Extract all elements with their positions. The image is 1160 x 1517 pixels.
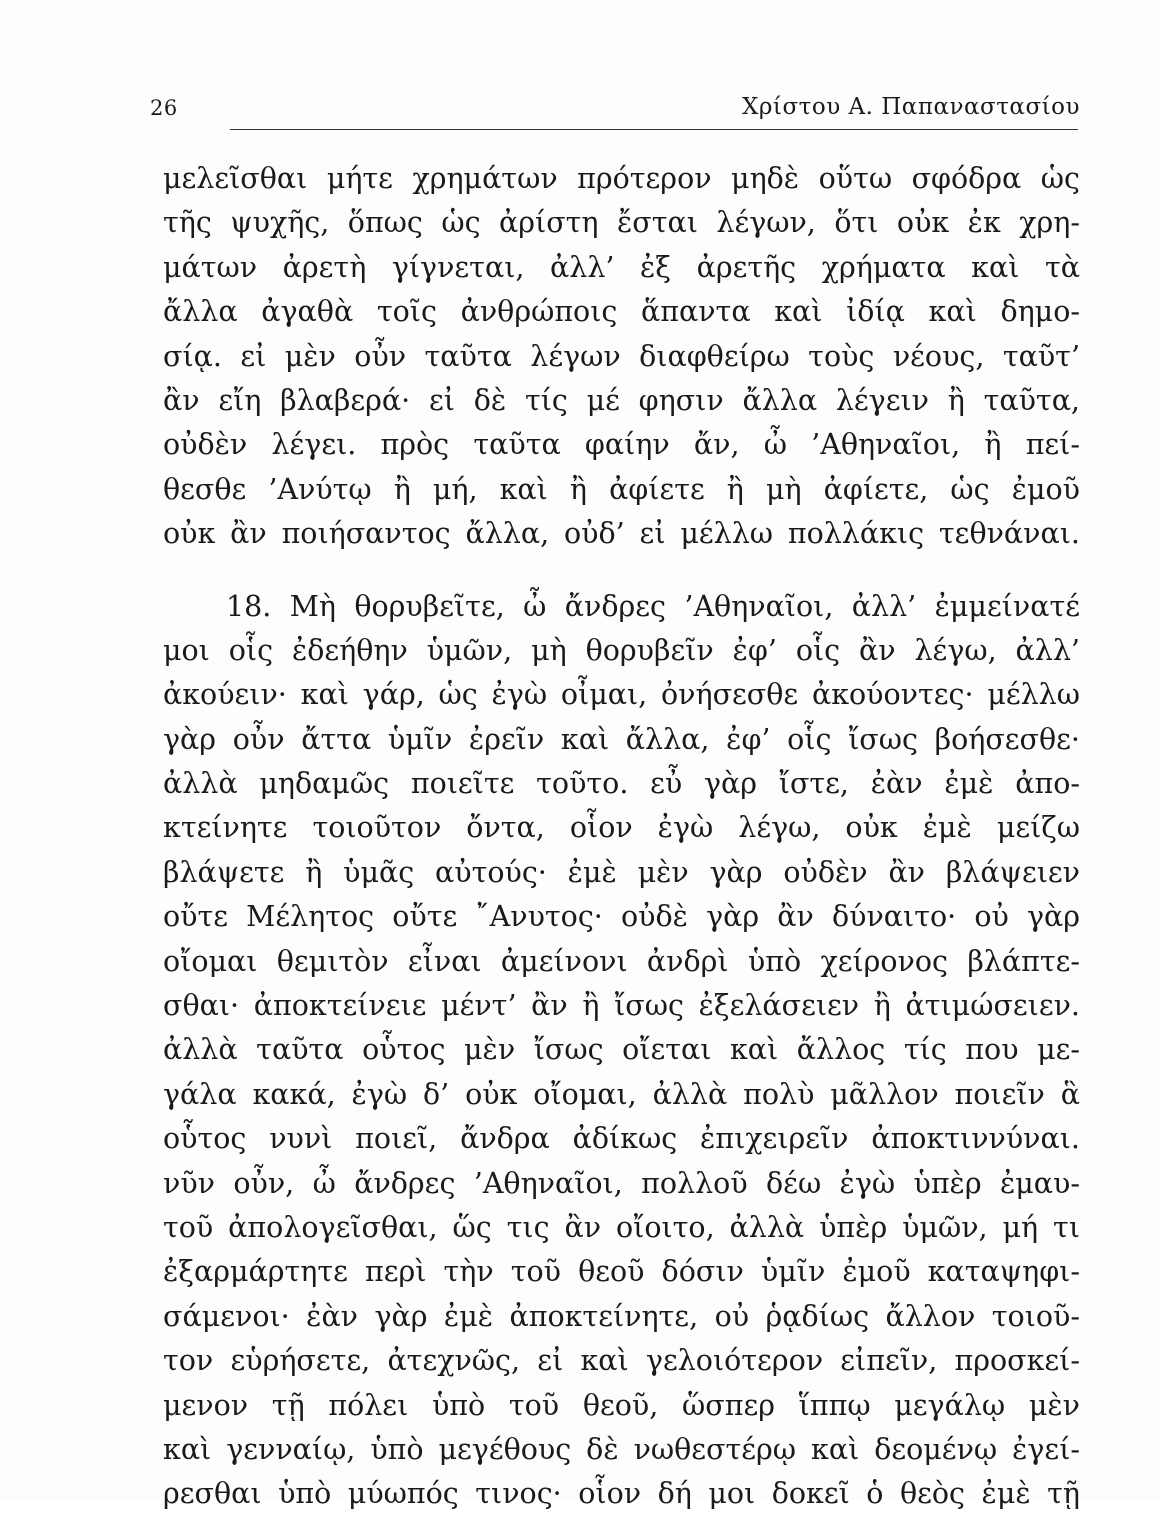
header-rule [230, 129, 1078, 130]
text-line: οὔτε Μέλητος οὔτε ῎Ανυτος· οὐδὲ γὰρ ἂν δύναιτο· οὐ γὰρ [163, 900, 1080, 934]
text-line: οὐκ ἂν ποιήσαντος ἄλλα, οὐδ’ εἰ μέλλω πολλάκις τεθνάναι. [163, 517, 1080, 551]
page-number: 26 [150, 96, 178, 120]
page-header [150, 92, 1080, 132]
text-line: γάλα κακά, ἐγὼ δ’ οὐκ οἴομαι, ἀλλὰ πολὺ μᾶλλον ποιεῖν ἃ [163, 1077, 1080, 1111]
text-line: ἄλλα ἀγαθὰ τοῖς ἀνθρώποις ἅπαντα καὶ ἰδίᾳ καὶ δημο- [163, 295, 1080, 329]
text-line: μενον τῇ πόλει ὑπὸ τοῦ θεοῦ, ὥσπερ ἵππῳ μεγάλῳ μὲν [163, 1388, 1080, 1422]
text-line: τῆς ψυχῆς, ὅπως ὡς ἀρίστη ἔσται λέγων, ὅτι οὐκ ἐκ χρη- [163, 206, 1080, 240]
body-text [163, 157, 1080, 1517]
text-line: ἀκούειν· καὶ γάρ, ὡς ἐγὼ οἶμαι, ὀνήσεσθε ἀκούοντες· μέλλω [163, 678, 1080, 712]
paragraph-gap [163, 557, 1080, 585]
text-line: ρεσθαι ὑπὸ μύωπός τινος· οἷον δή μοι δοκεῖ ὁ θεὸς ἐμὲ τῇ [163, 1477, 1080, 1511]
text-line: ἂν εἴη βλαβερά· εἰ δὲ τίς μέ φησιν ἄλλα λέγειν ἢ ταῦτα, [163, 383, 1080, 417]
text-line: μοι οἷς ἐδεήθην ὑμῶν, μὴ θορυβεῖν ἐφ’ οἷς ἂν λέγω, ἀλλ’ [163, 633, 1080, 667]
text-line: τον εὑρήσετε, ἀτεχνῶς, εἰ καὶ γελοιότερον εἰπεῖν, προσκεί- [163, 1344, 1080, 1378]
text-line: γὰρ οὖν ἄττα ὑμῖν ἐρεῖν καὶ ἄλλα, ἐφ’ οἷς ἴσως βοήσεσθε· [163, 722, 1080, 756]
text-line: ἐξαρμάρτητε περὶ τὴν τοῦ θεοῦ δόσιν ὑμῖν ἐμοῦ καταψηφι- [163, 1255, 1080, 1289]
paragraph-1 [163, 157, 1080, 557]
text-line: οἴομαι θεμιτὸν εἶναι ἀμείνονι ἀνδρὶ ὑπὸ χείρονος βλάπτε- [163, 944, 1080, 978]
text-line: καὶ γενναίῳ, ὑπὸ μεγέθους δὲ νωθεστέρῳ καὶ δεομένῳ ἐγεί- [163, 1432, 1080, 1466]
text-line: μελεῖσθαι μήτε χρημάτων πρότερον μηδὲ οὕτω σφόδρα ὡς [163, 162, 1080, 195]
text-line: τοῦ ἀπολογεῖσθαι, ὥς τις ἂν οἴοιτο, ἀλλὰ ὑπὲρ ὑμῶν, μή τι [163, 1210, 1080, 1244]
text-line: ἀλλὰ ταῦτα οὗτος μὲν ἴσως οἴεται καὶ ἄλλος τίς που με- [163, 1033, 1080, 1067]
running-head: Χρίστου Α. Παπαναστασίου [742, 94, 1080, 120]
text-line: βλάψετε ἢ ὑμᾶς αὐτούς· ἐμὲ μὲν γὰρ οὐδὲν ἂν βλάψειεν [163, 855, 1080, 889]
text-line: σθαι· ἀποκτείνειε μέντ’ ἂν ἢ ἴσως ἐξελάσειεν ἢ ἀτιμώσειεν. [163, 989, 1080, 1023]
text-line: 18. Μὴ θορυβεῖτε, ὦ ἄνδρες ’Αθηναῖοι, ἀλλ’ ἐμμείνατέ [226, 589, 1080, 623]
text-line: οὗτος νυνὶ ποιεῖ, ἄνδρα ἀδίκως ἐπιχειρεῖν ἀποκτιννύναι. [163, 1122, 1080, 1156]
text-line: μάτων ἀρετὴ γίγνεται, ἀλλ’ ἐξ ἀρετῆς χρήματα καὶ τὰ [163, 250, 1080, 284]
text-line: σίᾳ. εἰ μὲν οὖν ταῦτα λέγων διαφθείρω τοὺς νέους, ταῦτ’ [163, 339, 1080, 373]
text-line: σάμενοι· ἐὰν γὰρ ἐμὲ ἀποκτείνητε, οὐ ῥᾳδίως ἄλλον τοιοῦ- [163, 1299, 1080, 1333]
text-line: νῦν οὖν, ὦ ἄνδρες ’Αθηναῖοι, πολλοῦ δέω ἐγὼ ὑπὲρ ἐμαυ- [163, 1166, 1080, 1200]
text-line: θεσθε ’Ανύτῳ ἢ μή, καὶ ἢ ἀφίετε ἢ μὴ ἀφίετε, ὡς ἐμοῦ [163, 472, 1080, 506]
text-line: οὐδὲν λέγει. πρὸς ταῦτα φαίην ἄν, ὦ ’Αθηναῖοι, ἢ πεί- [163, 428, 1080, 462]
text-line: ἀλλὰ μηδαμῶς ποιεῖτε τοῦτο. εὖ γὰρ ἴστε, ἐὰν ἐμὲ ἀπο- [163, 767, 1080, 801]
text-line: κτείνητε τοιοῦτον ὄντα, οἷον ἐγὼ λέγω, οὐκ ἐμὲ μείζω [163, 811, 1080, 845]
paragraph-2 [163, 585, 1080, 1517]
